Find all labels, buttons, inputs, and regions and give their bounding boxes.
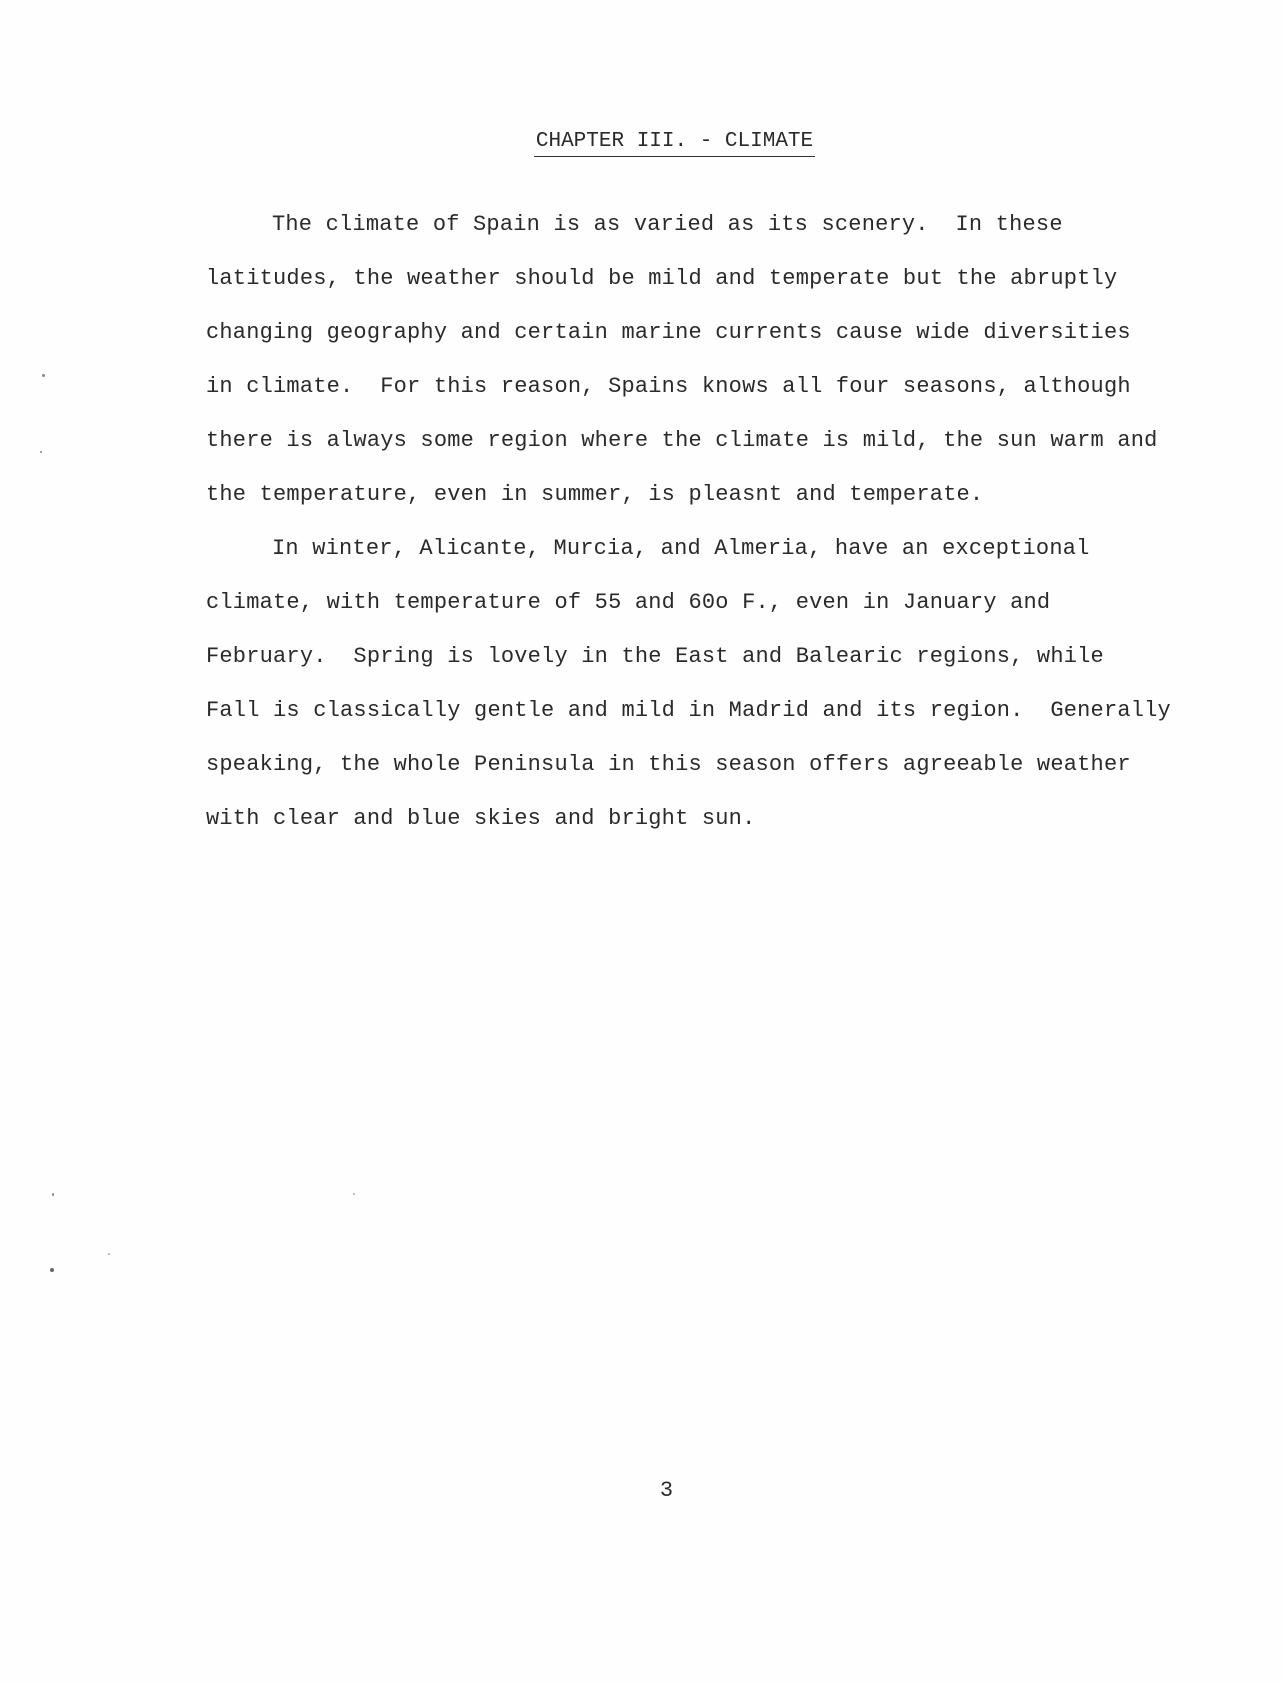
paragraph-2-line-2: climate, with temperature of 55 and 60o F., even in January and <box>206 590 1051 615</box>
paragraph-2-line-5: speaking, the whole Peninsula in this season offers agreeable weather <box>206 752 1131 777</box>
paragraph-1-line-4: in climate. For this reason, Spains knows all four seasons, although <box>206 374 1131 399</box>
scan-speck <box>353 1193 355 1195</box>
paragraph-1-line-1: The climate of Spain is as varied as its scenery. In these <box>272 212 1063 237</box>
scan-speck <box>108 1253 110 1255</box>
paragraph-2-line-4: Fall is classically gentle and mild in Madrid and its region. Generally <box>206 698 1171 723</box>
paragraph-1-line-2: latitudes, the weather should be mild and temperate but the abruptly <box>206 266 1118 291</box>
scan-speck <box>40 451 42 453</box>
paragraph-1-line-3: changing geography and certain marine currents cause wide diversities <box>206 320 1131 345</box>
paragraph-2-line-3: February. Spring is lovely in the East and Balearic regions, while <box>206 644 1104 669</box>
scan-speck <box>52 1193 54 1196</box>
chapter-title <box>0 130 1283 157</box>
chapter-title-text: CHAPTER III. - CLIMATE <box>534 130 815 157</box>
paragraph-1-line-5: there is always some region where the climate is mild, the sun warm and <box>206 428 1158 453</box>
page-number: 3 <box>659 1478 674 1503</box>
paragraph-1-line-6: the temperature, even in summer, is pleasnt and temperate. <box>206 482 984 507</box>
paragraph-2-line-1: In winter, Alicante, Murcia, and Almeria, have an exceptional <box>272 536 1090 561</box>
paragraph-2-line-6: with clear and blue skies and bright sun. <box>206 806 756 831</box>
scan-speck <box>50 1268 54 1272</box>
scan-speck <box>42 374 45 377</box>
